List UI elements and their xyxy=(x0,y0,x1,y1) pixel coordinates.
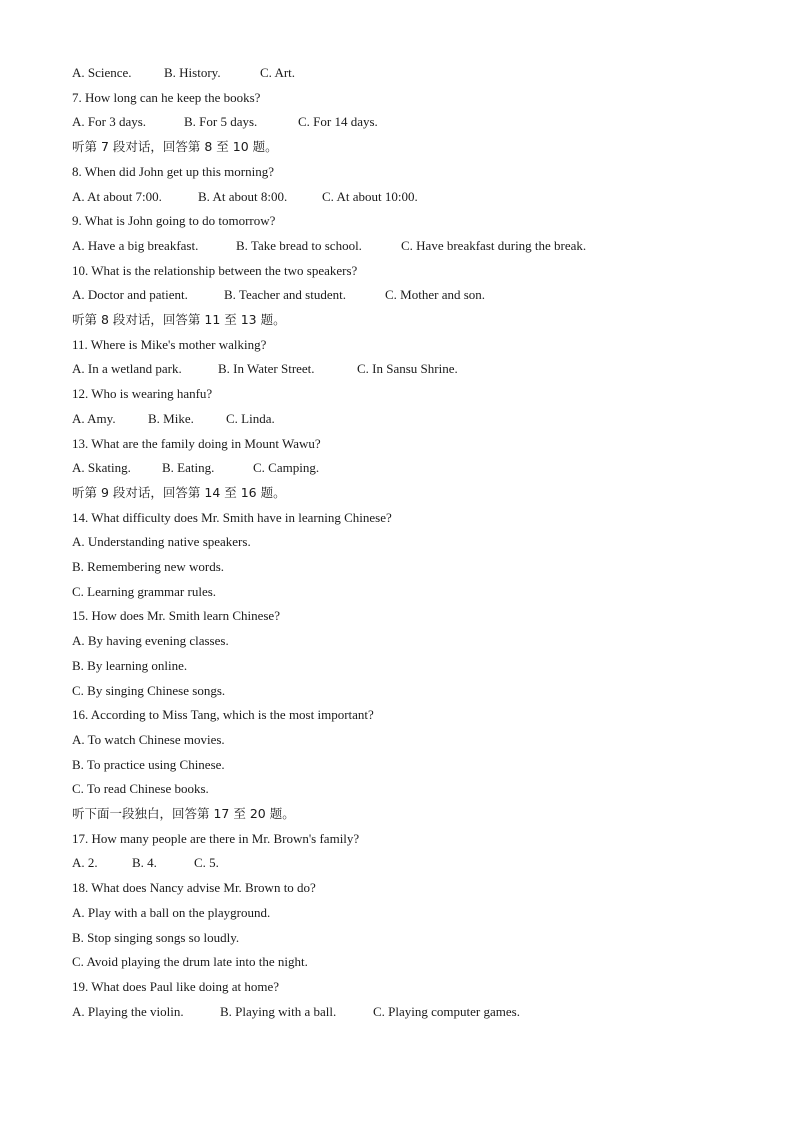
section-8-heading: 听第 8 段对话，回答第 11 至 13 题。 xyxy=(72,312,286,327)
q10-option-a: A. Doctor and patient. xyxy=(72,287,188,302)
q19-option-b: B. Playing with a ball. xyxy=(220,1004,337,1019)
q10-option-b: B. Teacher and student. xyxy=(224,287,346,302)
section-9-heading: 听第 9 段对话，回答第 14 至 16 题。 xyxy=(72,485,286,500)
q12-question: 12. Who is wearing hanfu? xyxy=(72,386,213,401)
q9-option-b: B. Take bread to school. xyxy=(236,238,362,253)
q18-option-b: B. Stop singing songs so loudly. xyxy=(72,930,240,945)
q13-question: 13. What are the family doing in Mount Wawu? xyxy=(72,436,321,451)
q19-option-a: A. Playing the violin. xyxy=(72,1004,184,1019)
q14-option-b: B. Remembering new words. xyxy=(72,559,225,574)
q19-question: 19. What does Paul like doing at home? xyxy=(72,979,279,994)
q17-option-c: C. 5. xyxy=(194,855,219,870)
q17-question: 17. How many people are there in Mr. Brown's family? xyxy=(72,831,360,846)
q8-option-b: B. At about 8:00. xyxy=(198,189,288,204)
q18-question: 18. What does Nancy advise Mr. Brown to do? xyxy=(72,880,316,895)
q16-option-c: C. To read Chinese books. xyxy=(72,781,209,796)
q11-option-c: C. In Sansu Shrine. xyxy=(357,361,458,376)
q12-option-a: A. Amy. xyxy=(72,411,116,426)
monologue-heading: 听下面一段独白，回答第 17 至 20 题。 xyxy=(72,806,295,821)
q16-option-b: B. To practice using Chinese. xyxy=(72,757,225,772)
q9-option-a: A. Have a big breakfast. xyxy=(72,238,199,253)
q18-option-a: A. Play with a ball on the playground. xyxy=(72,905,271,920)
q15-option-c: C. By singing Chinese songs. xyxy=(72,683,226,698)
q17-option-a: A. 2. xyxy=(72,855,98,870)
q8-option-c: C. At about 10:00. xyxy=(322,189,418,204)
q14-option-a: A. Understanding native speakers. xyxy=(72,534,251,549)
q16-option-a: A. To watch Chinese movies. xyxy=(72,732,225,747)
q12-option-c: C. Linda. xyxy=(226,411,275,426)
q7-option-c: C. For 14 days. xyxy=(298,114,378,129)
q13-option-c: C. Camping. xyxy=(253,460,320,475)
q19-option-c: C. Playing computer games. xyxy=(373,1004,520,1019)
q8-question: 8. When did John get up this morning? xyxy=(72,164,274,179)
q10-option-c: C. Mother and son. xyxy=(385,287,486,302)
q12-option-b: B. Mike. xyxy=(148,411,194,426)
section-7-heading: 听第 7 段对话，回答第 8 至 10 题。 xyxy=(72,139,278,154)
q15-option-b: B. By learning online. xyxy=(72,658,188,673)
q6-option-c: C. Art. xyxy=(260,65,296,80)
q11-option-a: A. In a wetland park. xyxy=(72,361,182,376)
q18-option-c: C. Avoid playing the drum late into the night. xyxy=(72,954,308,969)
q13-option-a: A. Skating. xyxy=(72,460,131,475)
q14-question: 14. What difficulty does Mr. Smith have in learning Chinese? xyxy=(72,510,392,525)
q8-option-a: A. At about 7:00. xyxy=(72,189,162,204)
q10-question: 10. What is the relationship between the two speakers? xyxy=(72,263,358,278)
q13-option-b: B. Eating. xyxy=(162,460,215,475)
q17-option-b: B. 4. xyxy=(132,855,157,870)
q15-option-a: A. By having evening classes. xyxy=(72,633,229,648)
q11-question: 11. Where is Mike's mother walking? xyxy=(72,337,267,352)
q9-question: 9. What is John going to do tomorrow? xyxy=(72,213,276,228)
q7-option-b: B. For 5 days. xyxy=(184,114,258,129)
q6-option-b: B. History. xyxy=(164,65,221,80)
q14-option-c: C. Learning grammar rules. xyxy=(72,584,217,599)
q6-option-a: A. Science. xyxy=(72,65,132,80)
q7-option-a: A. For 3 days. xyxy=(72,114,147,129)
q11-option-b: B. In Water Street. xyxy=(218,361,315,376)
q16-question: 16. According to Miss Tang, which is the most important? xyxy=(72,707,374,722)
q7-question: 7. How long can he keep the books? xyxy=(72,90,261,105)
q9-option-c: C. Have breakfast during the break. xyxy=(401,238,587,253)
q15-question: 15. How does Mr. Smith learn Chinese? xyxy=(72,608,280,623)
